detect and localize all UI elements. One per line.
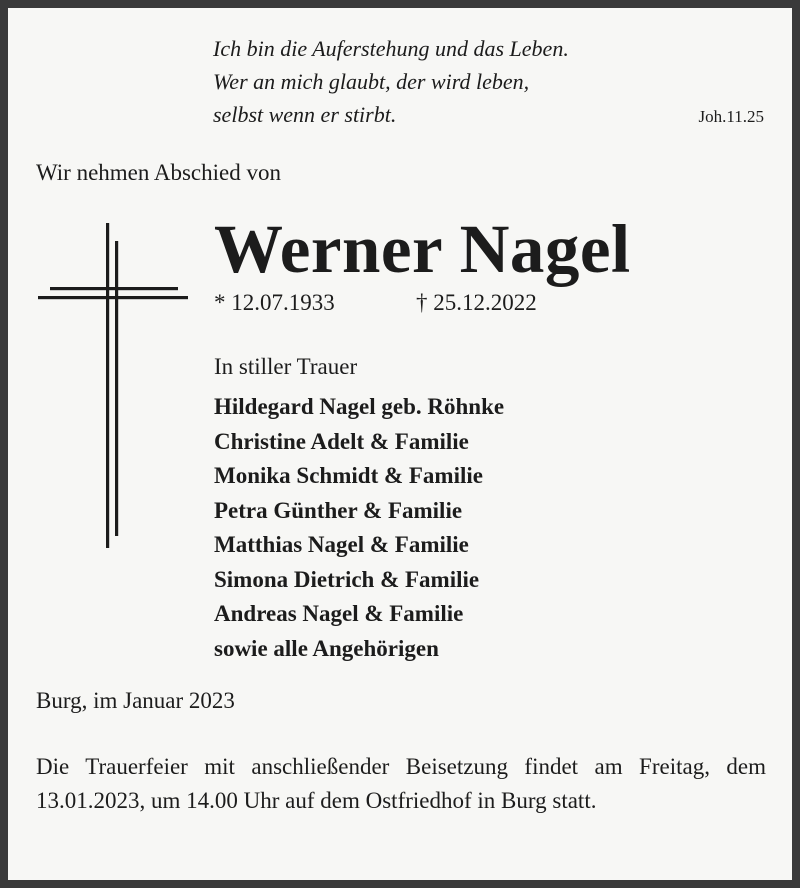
intro-text: Wir nehmen Abschied von <box>36 160 281 185</box>
mourner-name: Simona Dietrich & Familie <box>214 566 480 592</box>
verse-reference: Joh.11.25 <box>698 107 764 126</box>
verse-line-3: selbst wenn er stirbt. <box>213 102 397 127</box>
mourning-heading: In stiller Trauer <box>214 354 358 379</box>
bible-verse <box>213 32 569 131</box>
mourner-name: sowie alle Angehörigen <box>214 635 439 661</box>
funeral-info: Die Trauerfeier mit anschließender Beisetzung findet am Freitag, dem 13.01.2023, um 14.00 Uhr auf dem Ostfriedhof in Burg statt. <box>36 754 766 813</box>
verse-line-2: Wer an mich glaubt, der wird leben, <box>213 69 530 94</box>
mourner-name: Matthias Nagel & Familie <box>214 532 469 557</box>
mourner-name: Monika Schmidt & Familie <box>214 463 483 488</box>
verse-line-1: Ich bin die Auferstehung und das Leben. <box>213 36 569 61</box>
mourner-name: Petra Günther & Familie <box>214 497 463 523</box>
death-date: † 25.12.2022 <box>416 290 537 315</box>
mourners-list <box>214 390 504 666</box>
mourner-name: Hildegard Nagel geb. Röhnke <box>214 394 505 419</box>
place-and-date: Burg, im Januar 2023 <box>36 688 235 713</box>
obituary-notice <box>8 8 792 880</box>
mourner-name: Christine Adelt & Familie <box>214 428 469 454</box>
cross-icon <box>38 223 188 553</box>
deceased-name: Werner Nagel <box>214 211 631 287</box>
mourner-name: Andreas Nagel & Familie <box>214 601 464 626</box>
birth-date: * 12.07.1933 <box>214 290 335 315</box>
